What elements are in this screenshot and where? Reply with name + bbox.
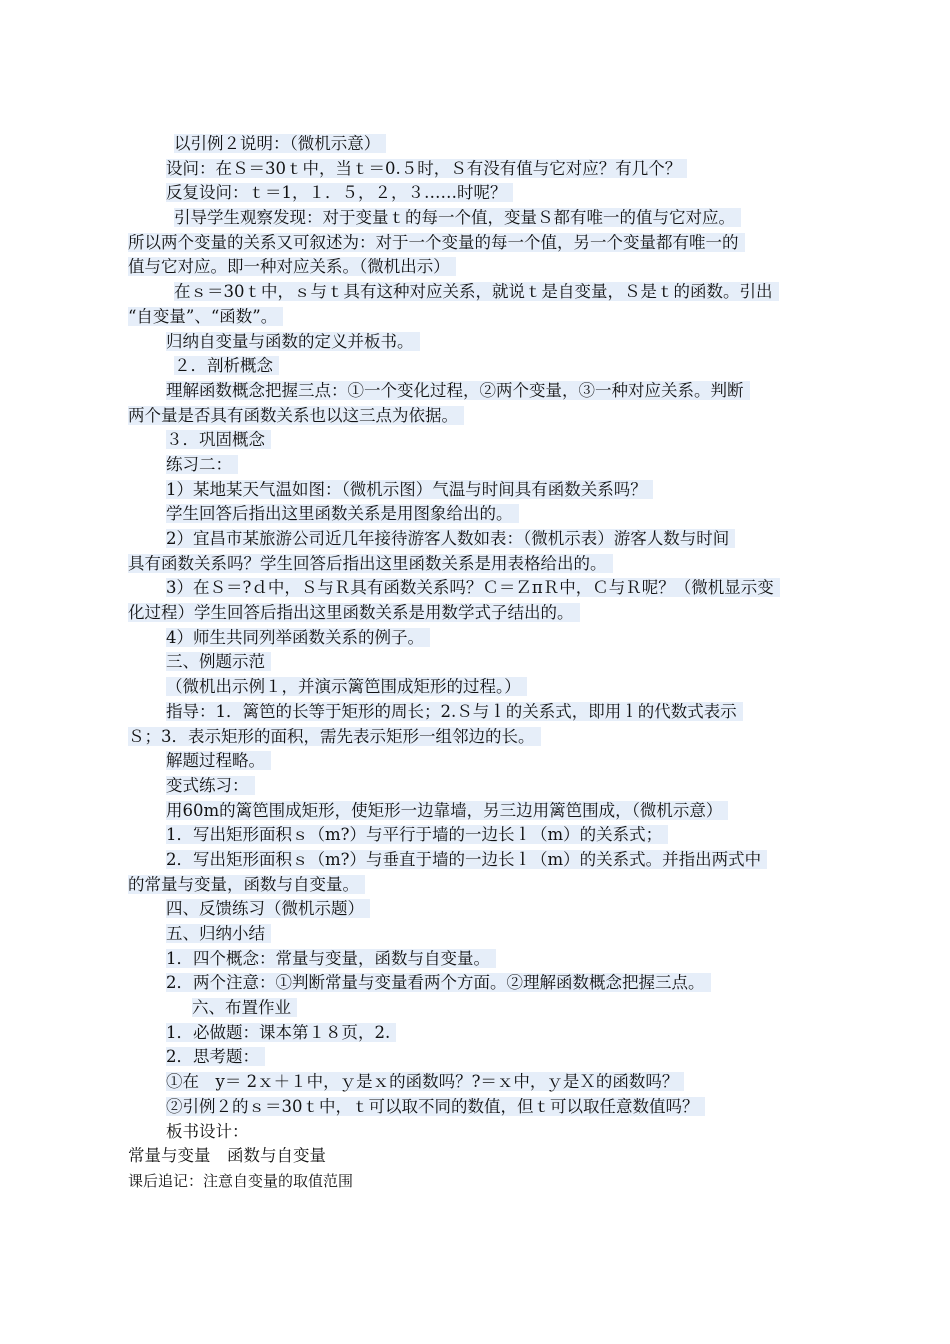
text-line [128,873,828,898]
text-line [128,527,828,552]
text-line-content: 以引例２说明：（微机示意） [174,134,386,153]
text-line-content: 课后追记：注意自变量的取值范围 [128,1171,354,1190]
text-line-content: 学生回答后指出这里函数关系是用图象给出的。 [166,504,519,523]
text-line [128,181,828,206]
text-line-content: 四、反馈练习（微机示题） [166,899,370,918]
text-line-content: 设问：在Ｓ＝30ｔ中，当ｔ＝0.５时，Ｓ有没有值与它对应？有几个？ [166,159,687,178]
text-line [128,1070,828,1095]
text-line [128,996,828,1021]
text-line-content: 4）师生共同列举函数关系的例子。 [166,628,430,647]
text-line-content: ①在 y＝ 2ｘ＋１中，ｙ是ｘ的函数吗？?＝ｘ中，ｙ是Ｘ的函数吗？ [166,1072,684,1091]
text-line-content: 化过程）学生回答后指出这里函数关系是用数学式子结出的。 [128,603,580,622]
text-line-content: “自变量”、“函数”。 [128,307,283,326]
text-line [128,897,828,922]
text-line-content: 2．写出矩形面积ｓ（m?）与垂直于墙的一边长ｌ（m）的关系式。并指出两式中 [166,850,767,869]
text-line [128,428,828,453]
text-line-content: 解题过程略。 [166,751,271,770]
text-line-content: 具有函数关系吗？学生回答后指出这里函数关系是用表格给出的。 [128,554,613,573]
text-line [128,305,828,330]
text-line-content: 1．写出矩形面积ｓ（m?）与平行于墙的一边长ｌ（m）的关系式； [166,825,668,844]
text-line [128,1095,828,1120]
text-line-content: 1．四个概念：常量与变量，函数与自变量。 [166,949,496,968]
text-line [128,601,828,626]
text-line-content: 理解函数概念把握三点：①一个变化过程，②两个变量，③一种对应关系。判断 [166,381,750,400]
text-line [128,404,828,429]
text-line [128,848,828,873]
text-line-content: 1．必做题：课本第１８页，2. [166,1023,396,1042]
text-line [128,675,828,700]
text-line [128,552,828,577]
text-line-content: 值与它对应。即一种对应关系。（微机出示） [128,257,456,276]
text-line [128,280,828,305]
text-line [128,1021,828,1046]
text-line [128,206,828,231]
text-line-content: 六、布置作业 [192,998,297,1017]
text-line-content: 归纳自变量与函数的定义并板书。 [166,332,420,351]
text-line [128,749,828,774]
text-line-content: 2．思考题： [166,1047,265,1066]
text-line [128,354,828,379]
text-line-content: 常量与变量 函数与自变量 [128,1146,326,1166]
text-line [128,330,828,355]
text-line [128,1144,828,1169]
document-body [128,132,828,1194]
text-line [128,650,828,675]
text-line [128,1045,828,1070]
text-line [128,947,828,972]
text-line-content: 练习二： [166,455,238,474]
text-line-content: ②引例２的ｓ＝30ｔ中，ｔ可以取不同的数值，但ｔ可以取任意数值吗？ [166,1097,705,1116]
text-line-content: Ｓ；3．表示矩形的面积，需先表示矩形一组邻边的长。 [128,727,541,746]
text-line-content: 变式练习： [166,776,255,795]
text-line-content: 引导学生观察发现：对于变量ｔ的每一个值，变量Ｓ都有唯一的值与它对应。 [174,208,741,227]
text-line-content: 的常量与变量，函数与自变量。 [128,875,365,894]
text-line-content: 反复设问：ｔ＝1，１．５，２，３……时呢？ [166,183,513,202]
text-line-content: （微机出示例１，并演示篱笆围成矩形的过程。） [166,677,527,696]
text-line-content: 板书设计： [166,1121,249,1141]
text-line-content: 2．两个注意：①判断常量与变量看两个方面。②理解函数概念把握三点。 [166,973,711,992]
text-line-content: 3）在Ｓ＝?ｄ中，Ｓ与Ｒ具有函数关系吗？Ｃ＝ＺπＲ中，Ｃ与Ｒ呢？（微机显示变 [166,578,780,597]
text-line [128,700,828,725]
text-line [128,502,828,527]
text-line [128,922,828,947]
text-line [128,453,828,478]
text-line-content: 指导：1．篱笆的长等于矩形的周长；2.Ｓ与ｌ的关系式，即用ｌ的代数式表示 [166,702,743,721]
text-line [128,799,828,824]
text-line [128,478,828,503]
text-line-content: ３．巩固概念 [166,430,271,449]
text-line-content: 2）宜昌市某旅游公司近几年接待游客人数如表：（微机示表）游客人数与时间 [166,529,735,548]
text-line [128,971,828,996]
text-line-content: 用60m的篱笆围成矩形，使矩形一边靠墙，另三边用篱笆围成，（微机示意） [166,801,728,820]
text-line [128,1169,828,1194]
text-line-content: 1）某地某天气温如图：（微机示图）气温与时间具有函数关系吗？ [166,480,653,499]
text-line [128,255,828,280]
text-line [128,1120,828,1145]
text-line-content: 三、例题示范 [166,652,271,671]
text-line-content: 所以两个变量的关系又可叙述为：对于一个变量的每一个值，另一个变量都有唯一的 [128,233,745,252]
text-line [128,725,828,750]
text-line-content: 在ｓ＝30ｔ中，ｓ与ｔ具有这种对应关系，就说ｔ是自变量，Ｓ是ｔ的函数。引出 [174,282,779,301]
text-line [128,576,828,601]
text-line-content: 两个量是否具有函数关系也以这三点为依据。 [128,406,464,425]
text-line [128,231,828,256]
text-line [128,132,828,157]
text-line [128,626,828,651]
text-line [128,774,828,799]
text-line [128,823,828,848]
text-line-content: ２．剖析概念 [174,356,279,375]
text-line [128,379,828,404]
text-line-content: 五、归纳小结 [166,924,271,943]
text-line [128,157,828,182]
